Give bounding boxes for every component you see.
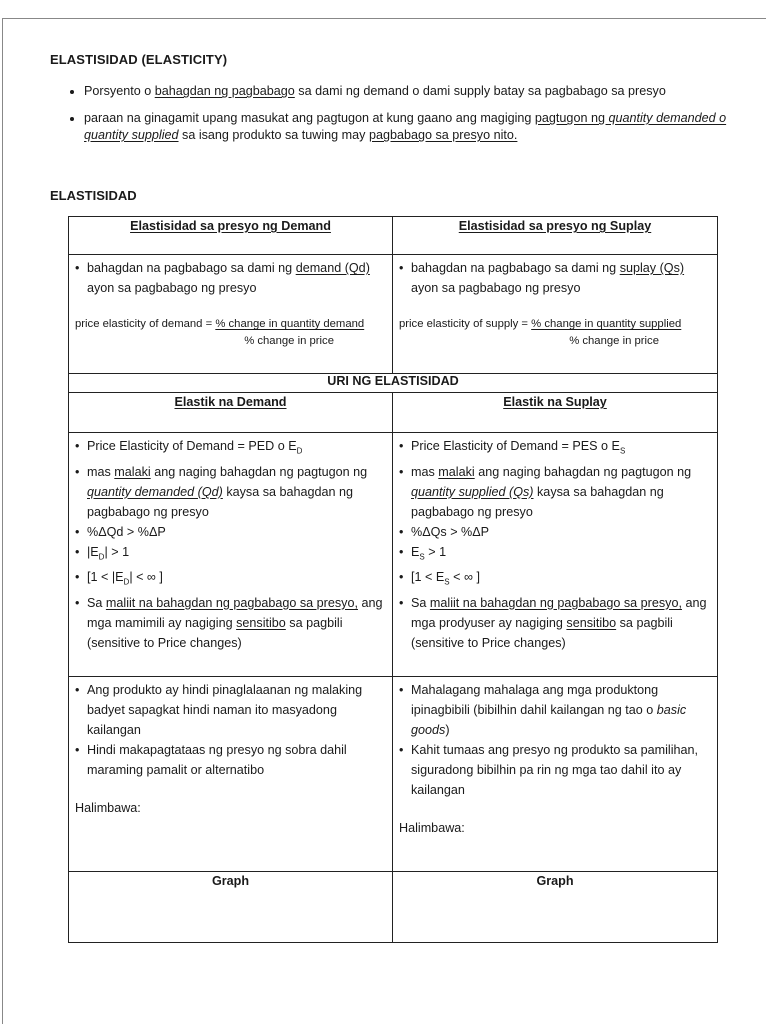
- demand-column-header: Elastisidad sa presyo ng Demand: [69, 217, 393, 255]
- supply-point-5: • [$1 < E_S$ < ∞ ]: [399, 567, 711, 593]
- demand-point-6: • Sa maliit na bahagdan ng pagbabago sa presyo, ang mga mamimili ay nagiging sensitibo sa pagbili (sensitive to Price changes): [75, 593, 386, 653]
- supply-column-header: Elastisidad sa presyo ng Suplay: [393, 217, 718, 255]
- elastik-demand-header: Elastik na Demand: [69, 393, 393, 433]
- demand-definition: • bahagdan na pagbabago sa dami ng demand (Qd) ayon sa pagbabago ng presyo: [75, 258, 386, 298]
- supply-formula: price elasticity of supply = % change in quantity supplied % change in price: [399, 318, 682, 347]
- demand-point-2: • mas malaki ang naging bahagdan ng pagtugon ng quantity demanded (Qd) kaysa sa bahagdan ng pagbabago ng presyo: [75, 462, 386, 522]
- demand-points-cell: [69, 433, 393, 677]
- demand-graph-cell: Graph: [69, 872, 393, 943]
- demand-note-1: • Ang produkto ay hindi pinaglalaanan ng malaking badyet sapagkat hindi naman ito masyadong kailangan: [75, 680, 386, 740]
- demand-definition-cell: [69, 255, 393, 374]
- supply-note-1: • Mahalagang mahalaga ang mga produktong ipinagbibili (bibilhin dahil kailangan ng tao o basic goods): [399, 680, 711, 740]
- supply-example-label: Halimbawa:: [399, 821, 465, 835]
- demand-note-2: • Hindi makapagtataas ng presyo ng sobra dahil maraming pamalit or alternatibo: [75, 740, 386, 780]
- supply-point-1: • Price Elasticity of Demand = PES o $E_S$: [399, 436, 711, 462]
- section-title: ELASTISIDAD: [50, 188, 137, 203]
- demand-point-4: • $|E_D| > 1$: [75, 542, 386, 568]
- demand-formula: price elasticity of demand = % change in quantity demand % change in price: [75, 318, 365, 347]
- supply-definition: • bahagdan na pagbabago sa dami ng suplay (Qs) ayon sa pagbabago ng presyo: [399, 258, 711, 298]
- demand-notes-cell: [69, 677, 393, 872]
- supply-point-6: • Sa maliit na bahagdan ng pagbabago sa presyo, ang mga prodyuser ay nagiging sensitibo sa pagbili (sensitive to Price changes): [399, 593, 711, 653]
- demand-point-5: • [$1 < |E_D|$ < ∞ ]: [75, 567, 386, 593]
- elastik-supply-header: Elastik na Suplay: [393, 393, 718, 433]
- supply-point-4: • $E_S > 1$: [399, 542, 711, 568]
- uri-ng-elastisidad-header: URI NG ELASTISIDAD: [69, 374, 718, 393]
- supply-graph-cell: Graph: [393, 872, 718, 943]
- demand-example-label: Halimbawa:: [75, 801, 141, 815]
- supply-point-3: • %ΔQs > %ΔP: [399, 522, 711, 542]
- supply-points-cell: [393, 433, 718, 677]
- demand-point-3: • %ΔQd > %ΔP: [75, 522, 386, 542]
- intro-bullet-list: [66, 83, 734, 154]
- supply-definition-cell: [393, 255, 718, 374]
- page-title: ELASTISIDAD (ELASTICITY): [50, 52, 228, 67]
- supply-note-2: • Kahit tumaas ang presyo ng produkto sa pamilihan, siguradong bibilhin pa rin ng mga tao dahil ito ay kailangan: [399, 740, 711, 800]
- demand-point-1: • Price Elasticity of Demand = PED o $E_D$: [75, 436, 386, 462]
- intro-bullet-2: • paraan na ginagamit upang masukat ang pagtugon at kung gaano ang magiging pagtugon ng quantity demanded o quantity supplied sa isang produkto sa tuwing may pagbabago sa presyo nito.: [84, 110, 734, 144]
- intro-bullet-1: • Porsyento o bahagdan ng pagbabago sa dami ng demand o dami supply batay sa pagbabago sa presyo: [84, 83, 734, 100]
- supply-point-2: • mas malaki ang naging bahagdan ng pagtugon ng quantity supplied (Qs) kaysa sa bahagdan ng pagbabago ng presyo: [399, 462, 711, 522]
- elasticity-table: [68, 216, 718, 943]
- supply-notes-cell: [393, 677, 718, 872]
